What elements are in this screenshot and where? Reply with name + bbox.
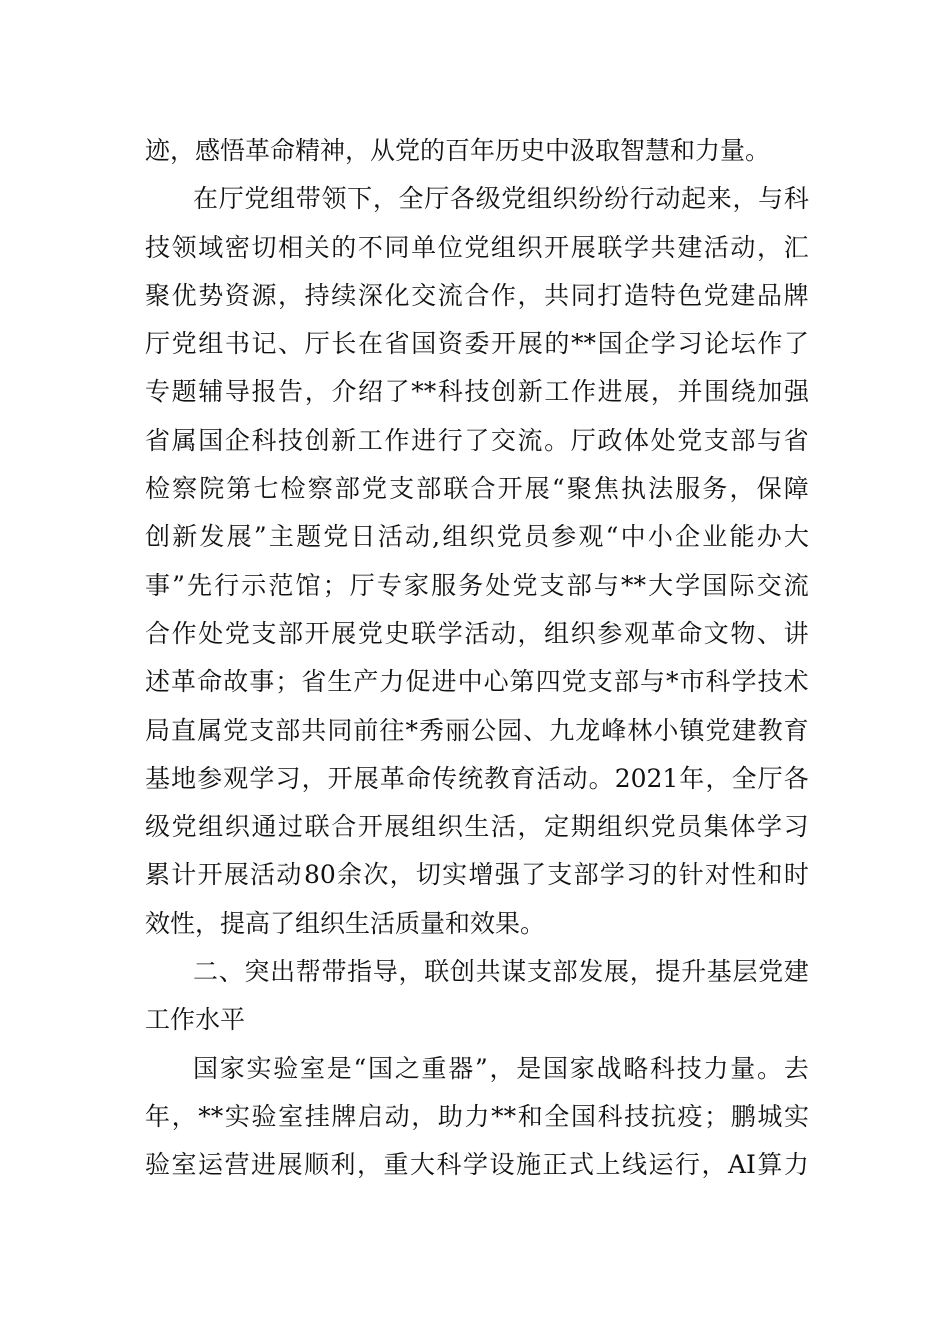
text-line: 工作水平 xyxy=(145,1005,246,1035)
text-line: 创 新 发 展 ” 主 题 党 日 活 动 , 组 织 党 员 参 观 “ 中 小 企 业 能 办 大 xyxy=(145,522,809,552)
text-line: 验 室 运 营 进 展 顺 利 ， 重 大 科 学 设 施 正 式 上 线 运 行 ， AI 算 力 xyxy=(145,1150,809,1180)
text-line: 基 地 参 观 学 习 ， 开 展 革 命 传 统 教 育 活 动 。 2021 年 ， 全 厅 各 xyxy=(145,763,809,793)
text-line: 效性，提高了组织生活质量和效果。 xyxy=(145,908,546,938)
text-line: 迹，感悟革命精神，从党的百年历史中汲取智慧和力量。 xyxy=(145,136,771,165)
text-line: 累 计 开 展 活 动 80 余 次 ， 切 实 增 强 了 支 部 学 习 的 针 对 性 和 时 xyxy=(145,860,809,890)
text-line: 专 题 辅 导 报 告 ， 介 绍 了 ** 科 技 创 新 工 作 进 展 ， 并 围 绕 加 强 xyxy=(145,377,809,407)
text-line: 级 党 组 织 通 过 联 合 开 展 组 织 生 活 ， 定 期 组 织 党 员 集 体 学 习 xyxy=(145,812,809,842)
text-line: 省 属 国 企 科 技 创 新 工 作 进 行 了 交 流 。 厅 政 体 处 党 支 部 与 省 xyxy=(145,425,809,455)
text-line: 聚 优 势 资 源 ， 持 续 深 化 交 流 合 作 ， 共 同 打 造 特 色 党 建 品 牌 xyxy=(145,280,809,310)
text-line: 检 察 院 第 七 检 察 部 党 支 部 联 合 开 展 “ 聚 焦 执 法 服 务 ， 保 障 xyxy=(145,474,809,504)
text-line: 厅 党 组 书 记 、 厅 长 在 省 国 资 委 开 展 的 ** 国 企 学 习 论 坛 作 了 xyxy=(145,329,809,359)
text-line: 国 家 实 验 室 是 “ 国 之 重 器 ” ， 是 国 家 战 略 科 技 力 量 。 去 xyxy=(193,1053,809,1083)
text-line: 合 作 处 党 支 部 开 展 党 史 联 学 活 动 ， 组 织 参 观 革 命 文 物 、 讲 xyxy=(145,618,809,648)
text-line: 事 ” 先 行 示 范 馆 ； 厅 专 家 服 务 处 党 支 部 与 ** 大 学 国 际 交 流 xyxy=(145,570,809,600)
text-line: 技 领 域 密 切 相 关 的 不 同 单 位 党 组 织 开 展 联 学 共 建 活 动 ， 汇 xyxy=(145,232,809,262)
text-line: 述 革 命 故 事 ； 省 生 产 力 促 进 中 心 第 四 党 支 部 与 * 市 科 学 技 术 xyxy=(145,667,809,697)
body-text xyxy=(145,127,809,1190)
text-line: 二 、 突 出 帮 带 指 导 ， 联 创 共 谋 支 部 发 展 ， 提 升 基 层 党 建 xyxy=(193,957,809,987)
text-line: 局 直 属 党 支 部 共 同 前 往 * 秀 丽 公 园 、 九 龙 峰 林 小 镇 党 建 教 育 xyxy=(145,715,809,745)
text-line: 年 ， ** 实 验 室 挂 牌 启 动 ， 助 力 ** 和 全 国 科 技 抗 疫 ； 鹏 城 实 xyxy=(145,1101,809,1131)
text-line: 在 厅 党 组 带 领 下 ， 全 厅 各 级 党 组 织 纷 纷 行 动 起 来 ， 与 科 xyxy=(193,184,809,214)
